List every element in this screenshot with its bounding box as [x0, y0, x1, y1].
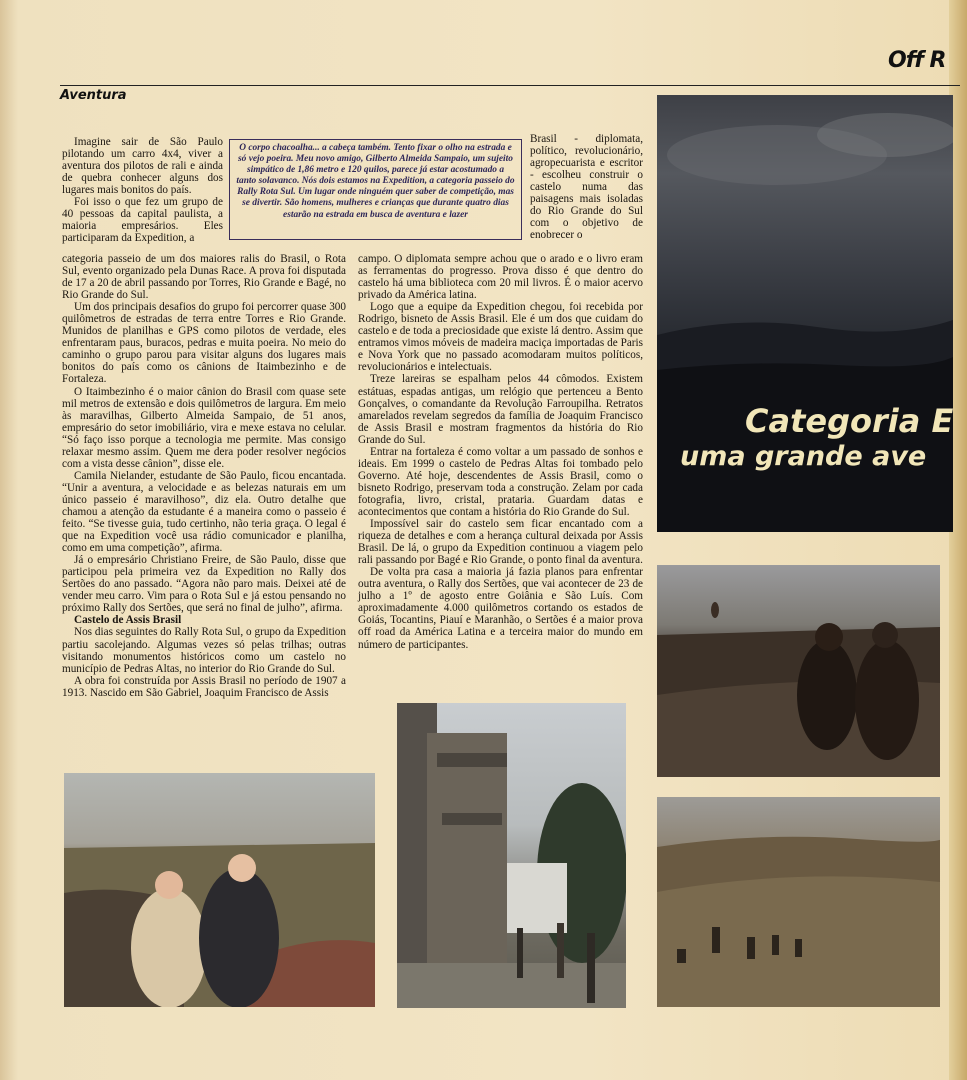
article-col2	[358, 253, 643, 651]
paragraph: Camila Nielander, estudante de São Paulo, ficou encantada. “Unir a aventura, a velocidade e as belezas naturais em um único passeio é maravilhoso”, diz ela. Outro detalhe que chamou a atenção da estudante é a maneira como o passeio é feito. “Se tivesse guia, tudo certinho, não teria graça. O legal é que na Expedition você usa rádio comunicador e planilha, como em uma competição”, afirma.	[62, 469, 346, 555]
paragraph: De volta pra casa a maioria já fazia planos para enfrentar outra aventura, o Rally dos Sertões, que vai acontecer de 23 de julho a 1º de agosto entre Goiânia e São Luís. Com aproximadamente 4.000 quilômetros cortando os estados de Goiás, Tocantins, Piauí e Maranhão, o Sertões é a maior prova off road da América Latina e a terceira maior do mundo em número de participantes.	[358, 566, 643, 651]
riders-scene	[657, 565, 940, 777]
paragraph: Treze lareiras se espalham pelos 44 cômodos. Existem estátuas, espadas antigas, um relógio que pertenceu a Bento Gonçalves, o comandante da Revolução Farroupilha. Retratos amarelados revelam segredos da família de Joaquim Francisco de Assis Brasil e mostram fragmentos da história do Rio Grande do Sul.	[358, 373, 643, 446]
paragraph: Brasil - diplomata, político, revolucionário, agropecuarista e escritor - escolheu construir o castelo numa das paisagens mais isoladas do Rio Grande do Sul com o objetivo de enobrecer o	[530, 133, 643, 242]
paragraph: A obra foi construída por Assis Brasil no período de 1907 a 1913. Nascido em São Gabriel, Joaquim Francisco de Assis	[62, 674, 346, 699]
photo-castle	[397, 703, 626, 1008]
hills-scene	[657, 797, 940, 1007]
paragraph: Entrar na fortaleza é como voltar a um passado de sonhos e ideais. Em 1999 o castelo de Pedras Altas foi tombado pelo Governo. Até hoje, descendentes de Assis Brasil, como o bisneto Rodrigo, preservam toda a construção. Zelam por cada fotografia, livro, cristal, prataria. Guardam datas e acontecimentos que contam a história do Rio Grande do Sul.	[358, 445, 643, 518]
header-rule	[60, 85, 960, 86]
photo-kids	[64, 773, 375, 1007]
magazine-logo: Off R	[888, 48, 946, 73]
section-title: Aventura	[60, 88, 127, 103]
photo-riders	[657, 565, 940, 777]
hero-caption-line1: Categoria E	[745, 402, 954, 440]
kids-scene	[64, 773, 375, 1007]
article-col1-top	[62, 136, 223, 244]
photo-hills	[657, 797, 940, 1007]
paragraph: Um dos principais desafios do grupo foi percorrer quase 300 quilômetros de estradas de terra entre Torres e Rio Grande. Munidos de planilhas e GPS como pilotos de verdade, eles enfrentaram paus, buracos, pedras e muita poeira. No meio do caminho o grupo parou para visitar alguns dos lugares mais bonitos do país como os cânions de Itaimbezinho e de Fortaleza.	[62, 301, 346, 386]
paragraph: Imagine sair de São Paulo pilotando um carro 4x4, viver a aventura dos pilotos de rali e ainda de quebra conhecer alguns dos lugares mais bonitos do país.	[62, 136, 223, 197]
paragraph: Nos dias seguintes do Rally Rota Sul, o grupo da Expedition partiu sacolejando. Algumas vezes só pelas trilhas; outras visitando monumentos históricos como um castelo no município de Pedras Altas, no interior do Rio Grande do Sul.	[62, 626, 346, 675]
subheading: Castelo de Assis Brasil	[74, 614, 182, 627]
paragraph: Já o empresário Christiano Freire, de São Paulo, disse que participou pela primeira vez da Expedition no Rally dos Sertões do ano passado. “Agora não paro mais. Deixei até de vender meu carro. Vim para o Rota Sul e já estou pensando no próximo Rally dos Sertões, que será no final de julho”, afirma.	[62, 554, 346, 615]
paragraph: Impossível sair do castelo sem ficar encantado com a riqueza de detalhes e com a herança cultural deixada por Assis Brasil. De lá, o grupo da Expedition continuou a viagem pelo rali passando por Bagé e Rio Grande, o ponto final da aventura.	[358, 518, 643, 567]
castle-scene	[397, 703, 626, 1008]
paragraph: campo. O diplomata sempre achou que o arado e o livro eram as ferramentas do progresso. Prova disso é que dentro do castelo há uma biblioteca com 20 mil livros. É o maior acervo privado da América latina.	[358, 253, 643, 302]
article-col1	[62, 253, 346, 699]
pull-quote: O corpo chacoalha... a cabeça também. Tento fixar o olho na estrada e só vejo poeira. Meu novo amigo, Gilberto Almeida Sampaio, um sujeito simpático de 1,86 metro e 120 quilos, parece já estar acostumado a tanto solavanco. Nós dois estamos na Expedition, a categoria passeio do Rally Rota Sul. Um lugar onde ninguém quer saber de competição, mas se divertir. São homens, mulheres e crianças que durante quatro dias estarão na estrada em busca de aventura e lazer	[229, 139, 522, 240]
hero-caption-line2: uma grande ave	[680, 441, 927, 472]
paragraph: Foi isso o que fez um grupo de 40 pessoas da capital paulista, a maioria empresários. Eles participaram da Expedition, a	[62, 196, 223, 245]
article-col2-top	[530, 133, 643, 241]
paragraph: Logo que a equipe da Expedition chegou, foi recebida por Rodrigo, bisneto de Assis Brasil. Ele é um dos que cuidam do castelo e de toda a preciosidade que existe lá dentro. Assim que entramos vimos móveis de madeira maciça importadas de Paris e Nova York que no passado acomodaram muitos políticos, revolucionários e intelectuais.	[358, 301, 643, 374]
paragraph: categoria passeio de um dos maiores ralis do Brasil, o Rota Sul, evento organizado pela Dunas Race. A prova foi disputada de 17 a 20 de abril passando por Torres, Rio Grande e Bagé, no Rio Grande do Sul.	[62, 253, 346, 302]
paragraph: O Itaimbezinho é o maior cânion do Brasil com quase sete mil metros de extensão e dois quilômetros de largura. Em meio às maravilhas, Gilberto Almeida Sampaio, de 51 anos, empresário do setor imobiliário, vira e mexe estava no celular. “Só faço isso porque a tecnologia me permite. Mas consigo relaxar mesmo assim. Quem me dera poder resolver negócios com a vista desse cânion”, disse ele.	[62, 385, 346, 470]
